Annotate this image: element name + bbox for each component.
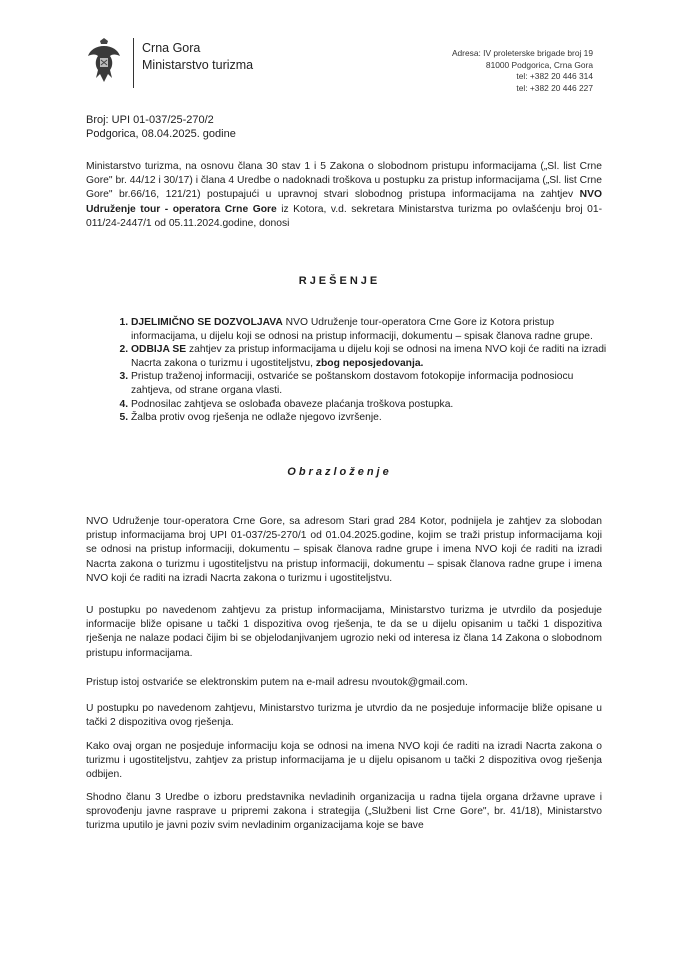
item-text: Žalba protiv ovog rješenja ne odlaže njegovo izvršenje. — [131, 412, 382, 424]
address-block — [452, 48, 593, 94]
item-bold: ODBIJA SE — [131, 344, 187, 356]
address-line: Adresa: IV proleterske brigade broj 19 — [451, 48, 593, 58]
list-item — [131, 343, 611, 370]
dispositive-list — [110, 316, 611, 425]
item-bold: DJELIMIČNO SE DOZVOLJAVA — [131, 317, 283, 328]
item-text: zahtjev za pristup informacijama u dijelu koji se odnosi na imena NVO koji će raditi na izradi Nacrta zakona o turizmu i ugostiteljstvu, — [131, 344, 607, 369]
place-date: Podgorica, 08.04.2025. godine — [86, 128, 236, 140]
list-item — [131, 316, 611, 343]
reasoning-title: Obrazloženje — [287, 466, 392, 478]
item-text: NVO Udruženje tour-operatora Crne Gore iz Kotora pristup informacijama, u dijelu koji se odnosi na pristup informaciji, dokumentu – spisak članova radne grupe. — [131, 317, 593, 342]
header-divider — [133, 38, 134, 88]
phone-2: tel: +382 20 446 227 — [516, 82, 593, 93]
item-text: Podnosilac zahtjeva se oslobađa obaveze plaćanja troškova postupka. — [131, 398, 454, 410]
paragraph: Kako ovaj organ ne posjeduje informaciju koja se odnosi na imena NVO koji će raditi na izradi Nacrta zakona o turizmu i ugostiteljstvu, zahtjev za pristup informacijama je u dijelu opisanom u tački 2 dispozitiva ovog rješenja odbijen. — [86, 741, 602, 781]
intro-text-2: iz Kotora, v.d. sekretara Ministarstva turizma po ovlašćenju broj 01-011/24-2447/1 od 05.11.2024.godine, donosi — [86, 203, 603, 229]
address-city: 81000 Podgorica, Crna Gora — [485, 59, 593, 70]
paragraph: Shodno članu 3 Uredbe o izboru predstavnika nevladinih organizacija u radna tijela organa državne uprave i sprovođenju javne rasprave u pripremi zakona i strategija („Službeni list Crne Gore", br. 41/18), Ministarstvo turizma uputilo je javni poziv svim nevladinim organizacijama koje se bave — [86, 792, 602, 832]
item-bold-2: zbog neposjedovanja. — [315, 357, 424, 369]
intro-text-1: Ministarstvo turizma, na osnovu člana 30 stav 1 i 5 Zakona o slobodnom pristupu informacijama („Sl. list Crne Gore" br. 44/12 i 30/17) i člana 4 Uredbe o nadoknadi troškova u postupku za pristup informacijama („Sl. list Crne Gore" br.66/16, 121/21) postupajući u upravnoj stvari slobodnog pristupa informacijama na zahtjev — [86, 161, 602, 201]
intro-applicant: NVO Udruženje tour - operatora Crne Gore — [86, 189, 602, 215]
list-item — [131, 370, 611, 397]
paragraph: Pristup istoj ostvariće se elektronskim putem na e-mail adresu nvoutok@gmail.com. — [86, 677, 468, 688]
list-item — [131, 411, 611, 425]
ministry-name: Ministarstvo turizma — [142, 58, 254, 72]
item-text: Pristup traženoj informaciji, ostvariće se poštanskom dostavom fotokopije informacija podnosiocu zahtjeva, od strane organa vlasti. — [131, 371, 574, 396]
decision-title: RJEŠENJE — [298, 275, 381, 287]
reference-block — [86, 113, 236, 141]
country-name: Crna Gora — [142, 41, 201, 55]
intro-paragraph — [86, 160, 602, 231]
coat-of-arms-icon — [86, 38, 122, 84]
reference-number: Broj: UPI 01-037/25-270/2 — [86, 114, 214, 126]
paragraph: NVO Udruženje tour-operatora Crne Gore, sa adresom Stari grad 284 Kotor, podnijela je zahtjev za slobodan pristup informacijama broj UPI 01-037/25-270/1 od 01.04.2025.godine, kojim se traži pristup informacijama koji se odnosi na pristup informaciji, dokumentu – spisak članova radne grupe i imena NVO koji će raditi na izradi Nacrta zakona o turizmu i ugostiteljstvu na pristup informaciji, dokumentu – spisak članova radne grupe i imena NVO koji će raditi na izradi Nacrta zakona o turizmu i ugostiteljstvu. — [86, 516, 602, 584]
phone-1: tel: +382 20 446 314 — [516, 71, 593, 81]
list-item — [131, 398, 611, 412]
paragraph: U postupku po navedenom zahtjevu, Ministarstvo turizma je utvrdio da ne posjeduje informacije bliže opisane u tački 2 dispozitiva ovog rješenja. — [86, 703, 602, 729]
institution-name — [142, 40, 253, 74]
paragraph: U postupku po navedenom zahtjevu za pristup informacijama, Ministarstvo turizma je utvrdilo da posjeduje informacije bliže opisane u tački 1 dispozitiva ovog rješenja, te da se u dijelu opisanim u tački 1 dispozitiva rješenja ne nalaze podaci čijim bi se objelodanjivanjem ugrozio neki od interesa iz člana 14 Zakona o slobodnom pristupu informacijama. — [86, 605, 602, 659]
